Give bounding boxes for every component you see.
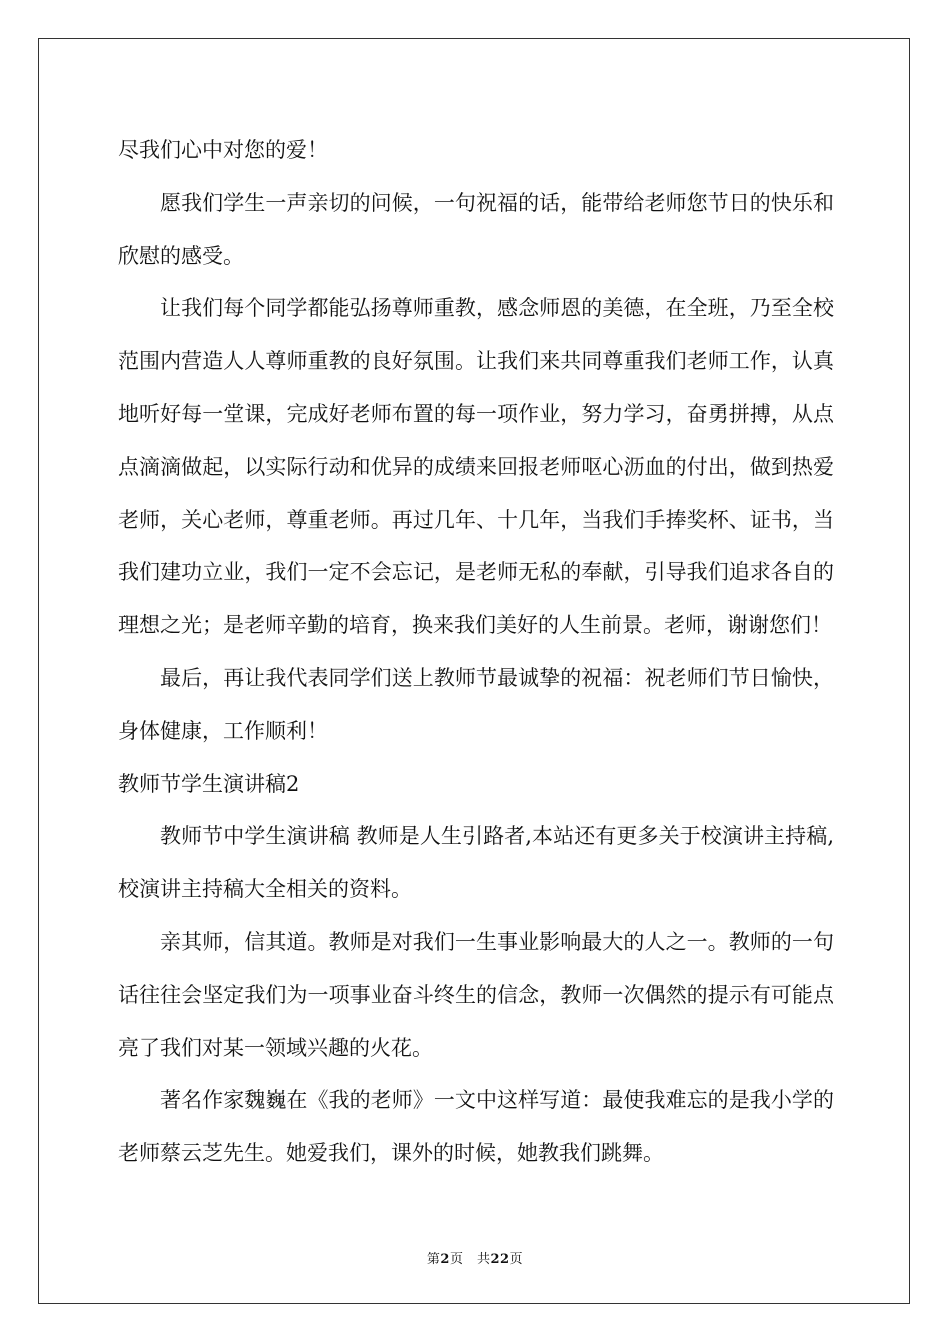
paragraph: 愿我们学生一声亲切的问候，一句祝福的话，能带给老师您节日的快乐和欣慰的感受。 <box>118 190 834 268</box>
paragraph: 让我们每个同学都能弘扬尊师重教，感念师恩的美德，在全班，乃至全校范围内营造人人尊师重教的良好氛围。让我们来共同尊重我们老师工作，认真地听好每一堂课，完成好老师布置的每一项作业，努力学习，奋勇拼搏，从点点滴滴做起，以实际行动和优异的成绩来回报老师呕心沥血的付出，做到热爱老师，关心老师，尊重老师。再过几年、十几年，当我们手捧奖杯、证书，当我们建功立业，我们一定不会忘记，是老师无私的奉献，引导我们追求各自的理想之光；是老师辛勤的培育，换来我们美好的人生前景。老师，谢谢您们！ <box>118 296 834 638</box>
footer-suffix: 页 <box>509 1252 524 1267</box>
paragraph: 尽我们心中对您的爱！ <box>118 138 328 162</box>
footer-mid: 页 共 <box>449 1252 491 1267</box>
paragraph: 最后，再让我代表同学们送上教师节最诚挚的祝福：祝老师们节日愉快，身体健康，工作顺利！ <box>118 665 834 743</box>
section-heading: 教师节学生演讲稿2 <box>118 771 300 796</box>
paragraph: 著名作家魏巍在《我的老师》一文中这样写道：最使我难忘的是我小学的老师蔡云芝先生。她爱我们，课外的时候，她教我们跳舞。 <box>118 1088 834 1166</box>
page-footer <box>0 1248 950 1267</box>
total-page-number: 22 <box>490 1252 510 1267</box>
current-page-number: 2 <box>440 1252 450 1267</box>
document-body <box>118 124 834 1180</box>
paragraph: 教师节中学生演讲稿 教师是人生引路者,本站还有更多关于校演讲主持稿,校演讲主持稿大全相关的资料。 <box>118 824 834 902</box>
paragraph: 亲其师，信其道。教师是对我们一生事业影响最大的人之一。教师的一句话往往会坚定我们为一项事业奋斗终生的信念，教师一次偶然的提示有可能点亮了我们对某一领域兴趣的火花。 <box>118 929 834 1060</box>
footer-prefix: 第 <box>426 1252 441 1267</box>
